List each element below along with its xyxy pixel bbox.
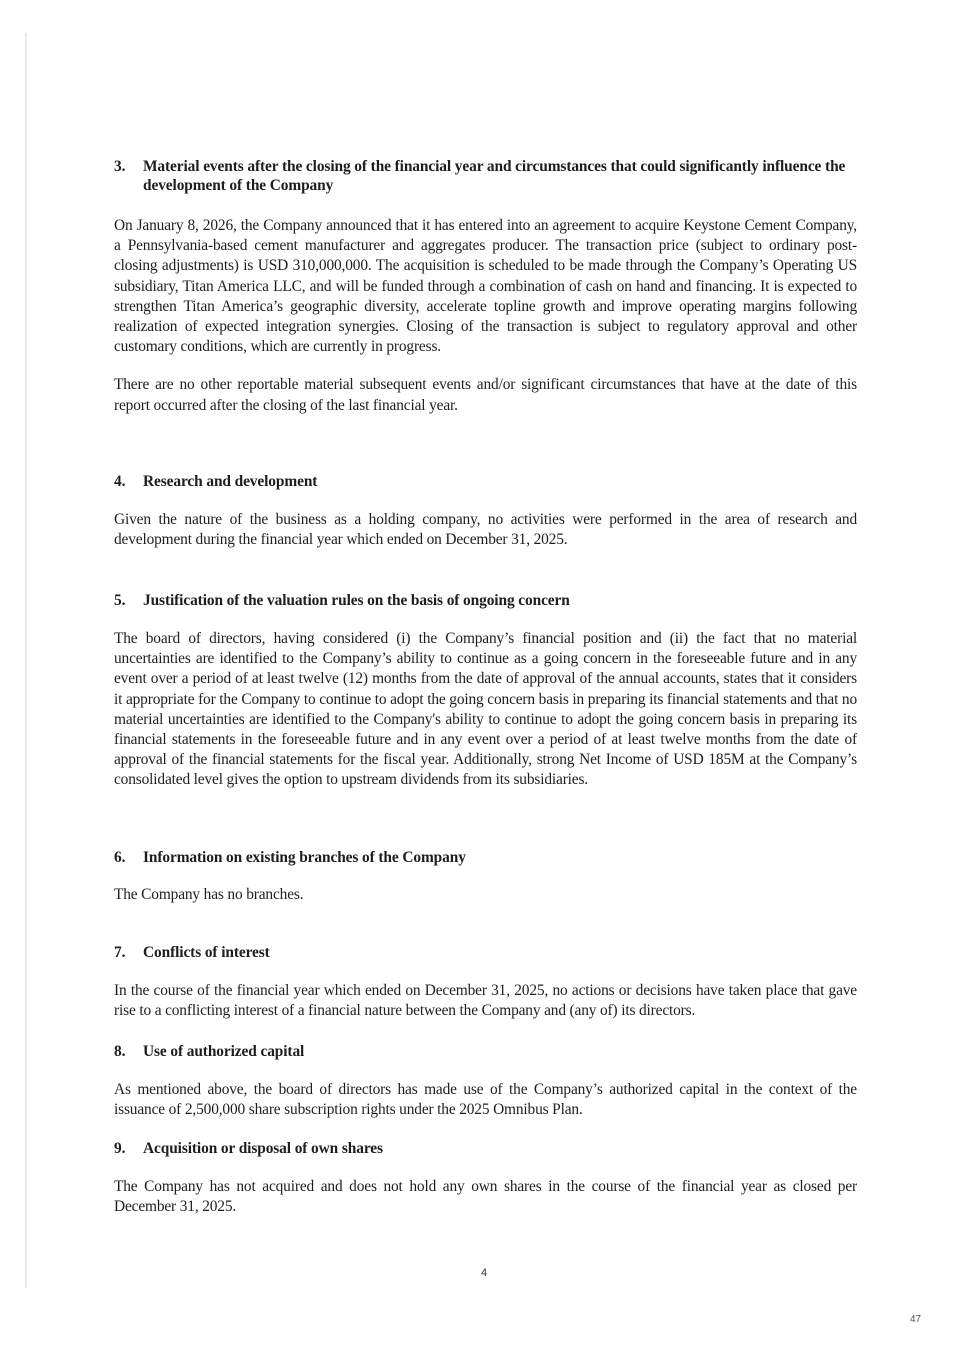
section-title: Use of authorized capital [143, 1043, 305, 1060]
scan-edge-line [25, 33, 27, 1288]
section-heading [114, 1042, 857, 1061]
section-paragraph: As mentioned above, the board of directors has made use of the Company’s authorized capital in the context of the issuance of 2,500,000 share subscription rights under the 2025 Omnibus Plan. [114, 1081, 857, 1119]
section-title: Research and development [143, 473, 318, 490]
section-number: 8. [114, 1043, 126, 1060]
section-title: Acquisition or disposal of own shares [143, 1140, 383, 1157]
section-title: Conflicts of interest [143, 944, 270, 961]
section-title: Justification of the valuation rules on the basis of ongoing concern [143, 592, 570, 609]
section-paragraph: There are no other reportable material subsequent events and/or significant circumstances that have at the date of this report occurred after the closing of the last financial year. [114, 376, 857, 414]
section-own-shares [114, 1139, 857, 1217]
section-heading [114, 472, 857, 491]
section-heading [114, 848, 857, 867]
section-conflicts-of-interest [114, 943, 857, 1021]
section-heading [114, 157, 857, 195]
section-paragraph: The board of directors, having considered (i) the Company’s financial position and (ii) the fact that no material uncertainties are identified to the Company’s ability to continue as a going concern in the foreseeable future and in any event over a period of at least twelve (12) months from the date of approval of the annual accounts, states that it considers it appropriate for the Company to continue to adopt the going concern basis in preparing its financial statements and that no material uncertainties are identified to the Company's ability to continue to adopt the going concern basis in preparing its financial statements in the foreseeable future and in any event over a period of at least twelve months from the date of approval of the financial statements for the fiscal year. Additionally, strong Net Income of USD 185M at the Company’s consolidated level gives the option to upstream dividends from its subsidiaries. [114, 630, 857, 789]
section-title: Material events after the closing of the financial year and circumstances that could significantly influence the development of the Company [143, 158, 846, 194]
section-heading [114, 591, 857, 610]
section-paragraph: The Company has not acquired and does not hold any own shares in the course of the financial year as closed per December 31, 2025. [114, 1178, 857, 1216]
section-number: 7. [114, 944, 126, 961]
page-number: 4 [481, 1267, 488, 1279]
section-authorized-capital [114, 1042, 857, 1120]
section-material-events [114, 157, 857, 416]
section-number: 9. [114, 1140, 126, 1157]
section-going-concern [114, 591, 857, 791]
section-number: 4. [114, 473, 126, 490]
section-paragraph: On January 8, 2026, the Company announced that it has entered into an agreement to acquire Keystone Cement Company, a Pennsylvania-based cement manufacturer and aggregates producer. The transaction price (subject to ordinary post-closing adjustments) is USD 310,000,000. The acquisition is scheduled to be made through the Company’s Operating US subsidiary, Titan America LLC, and will be funded through a combination of cash on hand and financing. It is expected to strengthen Titan America’s geographic diversity, accelerate topline growth and improve operating margins following realization of expected integration synergies. Closing of the transaction is subject to regulatory approval and other customary conditions, which are currently in progress. [114, 217, 857, 356]
section-research-development [114, 472, 857, 550]
section-number: 3. [114, 158, 126, 175]
section-paragraph: Given the nature of the business as a holding company, no activities were performed in the area of research and development during the financial year which ended on December 31, 2025. [114, 511, 857, 549]
section-title: Information on existing branches of the Company [143, 849, 466, 866]
sheet-number: 47 [910, 1314, 922, 1325]
section-branches [114, 848, 857, 905]
section-paragraph: In the course of the financial year which ended on December 31, 2025, no actions or decisions have taken place that gave rise to a conflicting interest of a financial nature between the Company and (any of) its directors. [114, 982, 857, 1020]
section-heading [114, 943, 857, 962]
section-heading [114, 1139, 857, 1158]
section-number: 5. [114, 592, 126, 609]
section-paragraph: The Company has no branches. [114, 886, 304, 903]
section-number: 6. [114, 849, 126, 866]
